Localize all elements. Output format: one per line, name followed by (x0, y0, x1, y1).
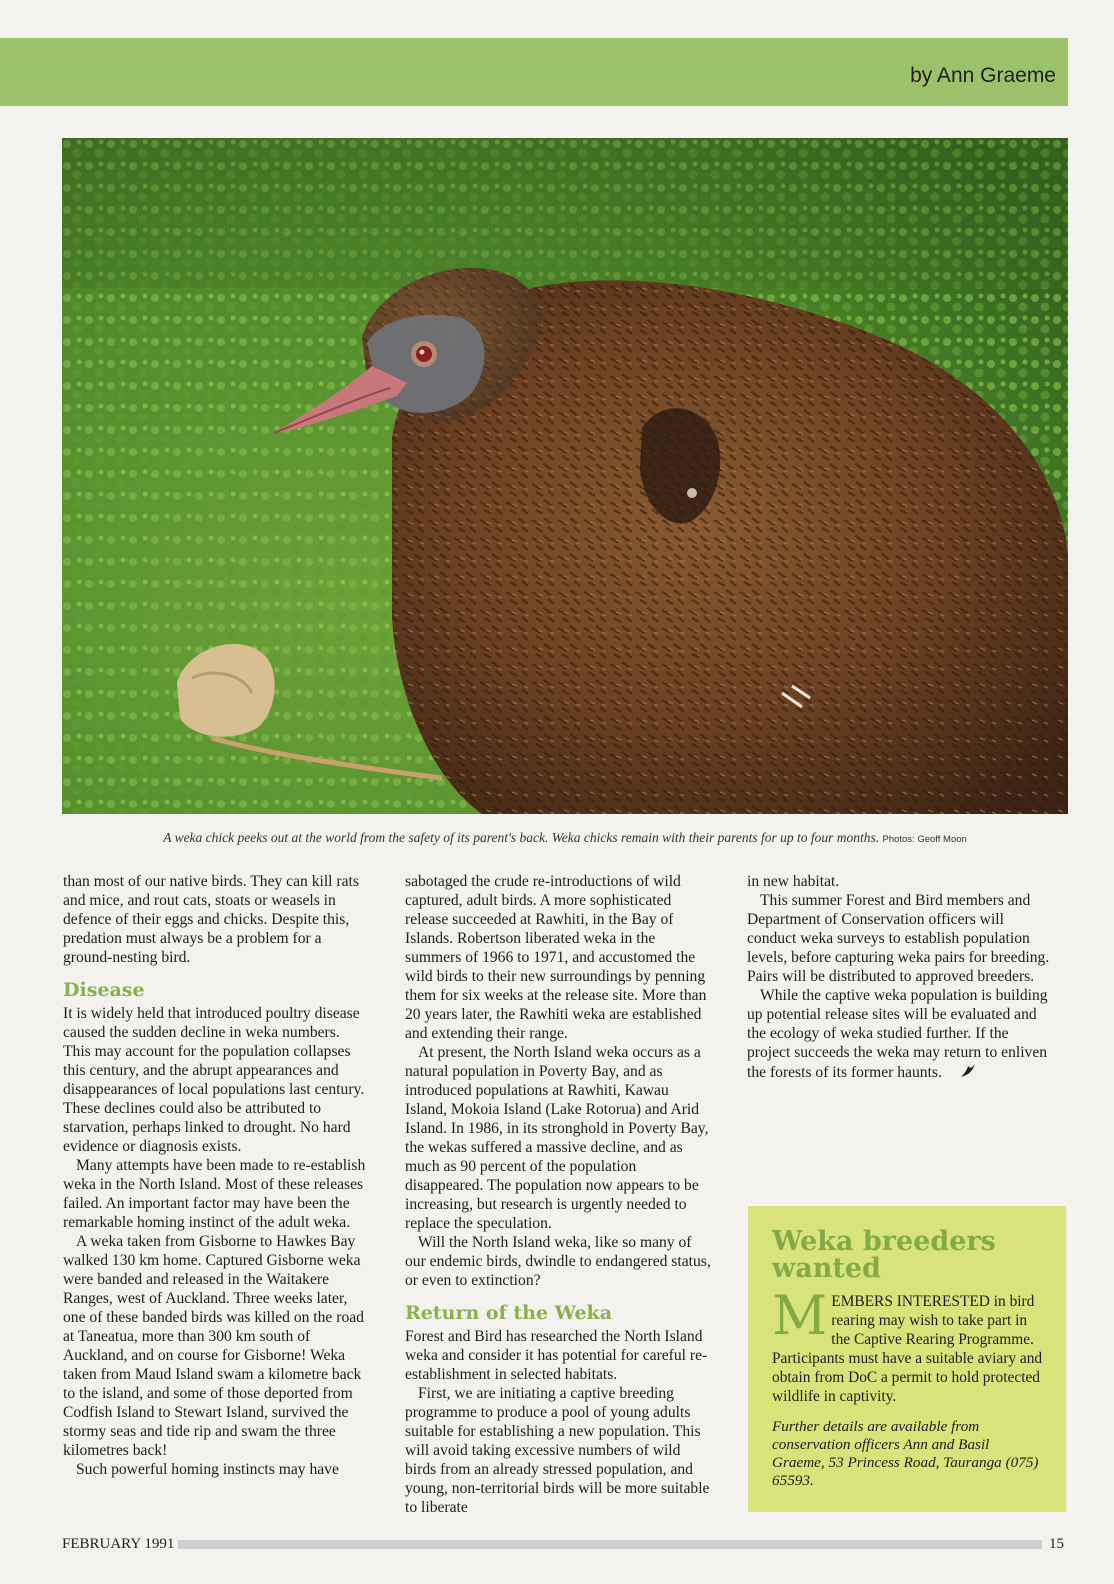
byline: by Ann Graeme (910, 64, 1056, 87)
paragraph: Many attempts have been made to re-establish weka in the North Island. Most of these releases failed. An important factor may have been the remarkable homing instinct of the adult weka. (63, 1157, 366, 1231)
article-column-3 (747, 872, 1053, 1085)
paragraph: First, we are initiating a captive breeding programme to produce a pool of young adults suitable for establishing a new population. This will avoid taking excessive numbers of wild birds from an already stressed population, and young, non-territorial birds will be more suitable to liberate (405, 1385, 710, 1516)
paragraph: It is widely held that introduced poultry disease caused the sudden decline in weka numbers. This may account for the population collapses this century, and the abrupt appearances and disappearances of local populations last century. These declines could also be attributed to starvation, perhaps linked to drought. No hard evidence or diagnosis exists. (63, 1005, 365, 1155)
paragraph: At present, the North Island weka occurs as a natural population in Poverty Bay, and as introduced populations at Rawhiti, Kawau Island, Mokoia Island (Lake Rotorua) and Arid Island. In 1986, in its stronghold in Poverty Bay, the wekas suffered a massive decline, and as much as 90 percent of the population disappeared. The population now appears to be increasing, but research is urgently needed to replace the speculation. (405, 1044, 709, 1232)
header-band (0, 38, 1068, 106)
photo-caption (62, 830, 1068, 846)
paragraph (747, 986, 1053, 1085)
sidebar-body (772, 1284, 1044, 1406)
heading-return: Return of the Weka (405, 1302, 613, 1324)
sidebar-title: Weka breeders wanted (772, 1226, 996, 1284)
sidebar-contact-details: Further details are available from conservation officers Ann and Basil Graeme, 53 Princess Road, Tauranga (075) 65593. (772, 1418, 1039, 1489)
paragraph: This summer Forest and Bird members and Department of Conservation officers will conduct weka surveys to establish population levels, before capturing weka pairs for breeding. Pairs will be distributed to approved breeders. (747, 892, 1050, 985)
weka-photo-illustration (62, 138, 1068, 814)
paragraph: Will the North Island weka, like so many of our endemic birds, dwindle to endangered status, or even to extinction? (405, 1234, 711, 1289)
weka-breeders-sidebar (748, 1206, 1066, 1512)
paragraph: A weka taken from Gisborne to Hawkes Bay walked 130 km home. Captured Gisborne weka were banded and released in the Waitakere Ranges, west of Auckland. Three weeks later, one of these banded birds was killed on the road at Taneatua, more than 300 km south of Auckland, and on course for Gisborne! Weka taken from Maud Island swam a kilometre back to the island, and some of those deported from Codfish Island to Stewart Island, survived the stormy seas and tide rip and swam the three kilometres back! (63, 1233, 364, 1459)
photo-credit: Photos: Geoff Moon (882, 834, 967, 845)
paragraph: than most of our native birds. They can kill rats and mice, and rout cats, stoats or weasels in defence of their eggs and chicks. Despite this, predation must always be a problem for a ground-nesting bird. (63, 873, 359, 966)
article-column-1 (63, 872, 369, 1479)
article-column-2 (405, 872, 711, 1517)
weka-photo (62, 138, 1068, 814)
caption-text: A weka chick peeks out at the world from the safety of its parent's back. Weka chicks remain with their parents for up to four months. (163, 830, 880, 845)
bird-end-mark-icon (946, 1062, 977, 1085)
sidebar-body-text: EMBERS INTERESTED in bird rearing may wish to take part in the Captive Rearing Programme. Participants must have a suitable aviary and obtain from DoC a permit to hold protected wildlife in captivity. (772, 1293, 1043, 1405)
paragraph-text: While the captive weka population is building up potential release sites will be evaluated and the ecology of weka studied further. If the project succeeds the weka may return to enliven the forests of its former haunts. (747, 987, 1048, 1081)
paragraph: in new habitat. (747, 873, 840, 890)
footer-date: FEBRUARY 1991 (62, 1536, 175, 1552)
paragraph: sabotaged the crude re-introductions of wild captured, adult birds. A more sophisticated release succeeded at Rawhiti, in the Bay of Islands. Robertson liberated weka in the summers of 1966 to 1971, and accustomed the wild birds to their new surroundings by penning them for six weeks at the release site. More than 20 years later, the Rawhiti weka are established and extending their range. (405, 873, 707, 1042)
drop-cap: M (772, 1284, 828, 1347)
paragraph: Forest and Bird has researched the North Island weka and consider it has potential for careful re-establishment in selected habitats. (405, 1328, 708, 1383)
footer-rule (178, 1540, 1042, 1549)
paragraph: Such powerful homing instincts may have (76, 1461, 339, 1478)
heading-disease: Disease (63, 979, 145, 1001)
page-number: 15 (1049, 1536, 1064, 1552)
